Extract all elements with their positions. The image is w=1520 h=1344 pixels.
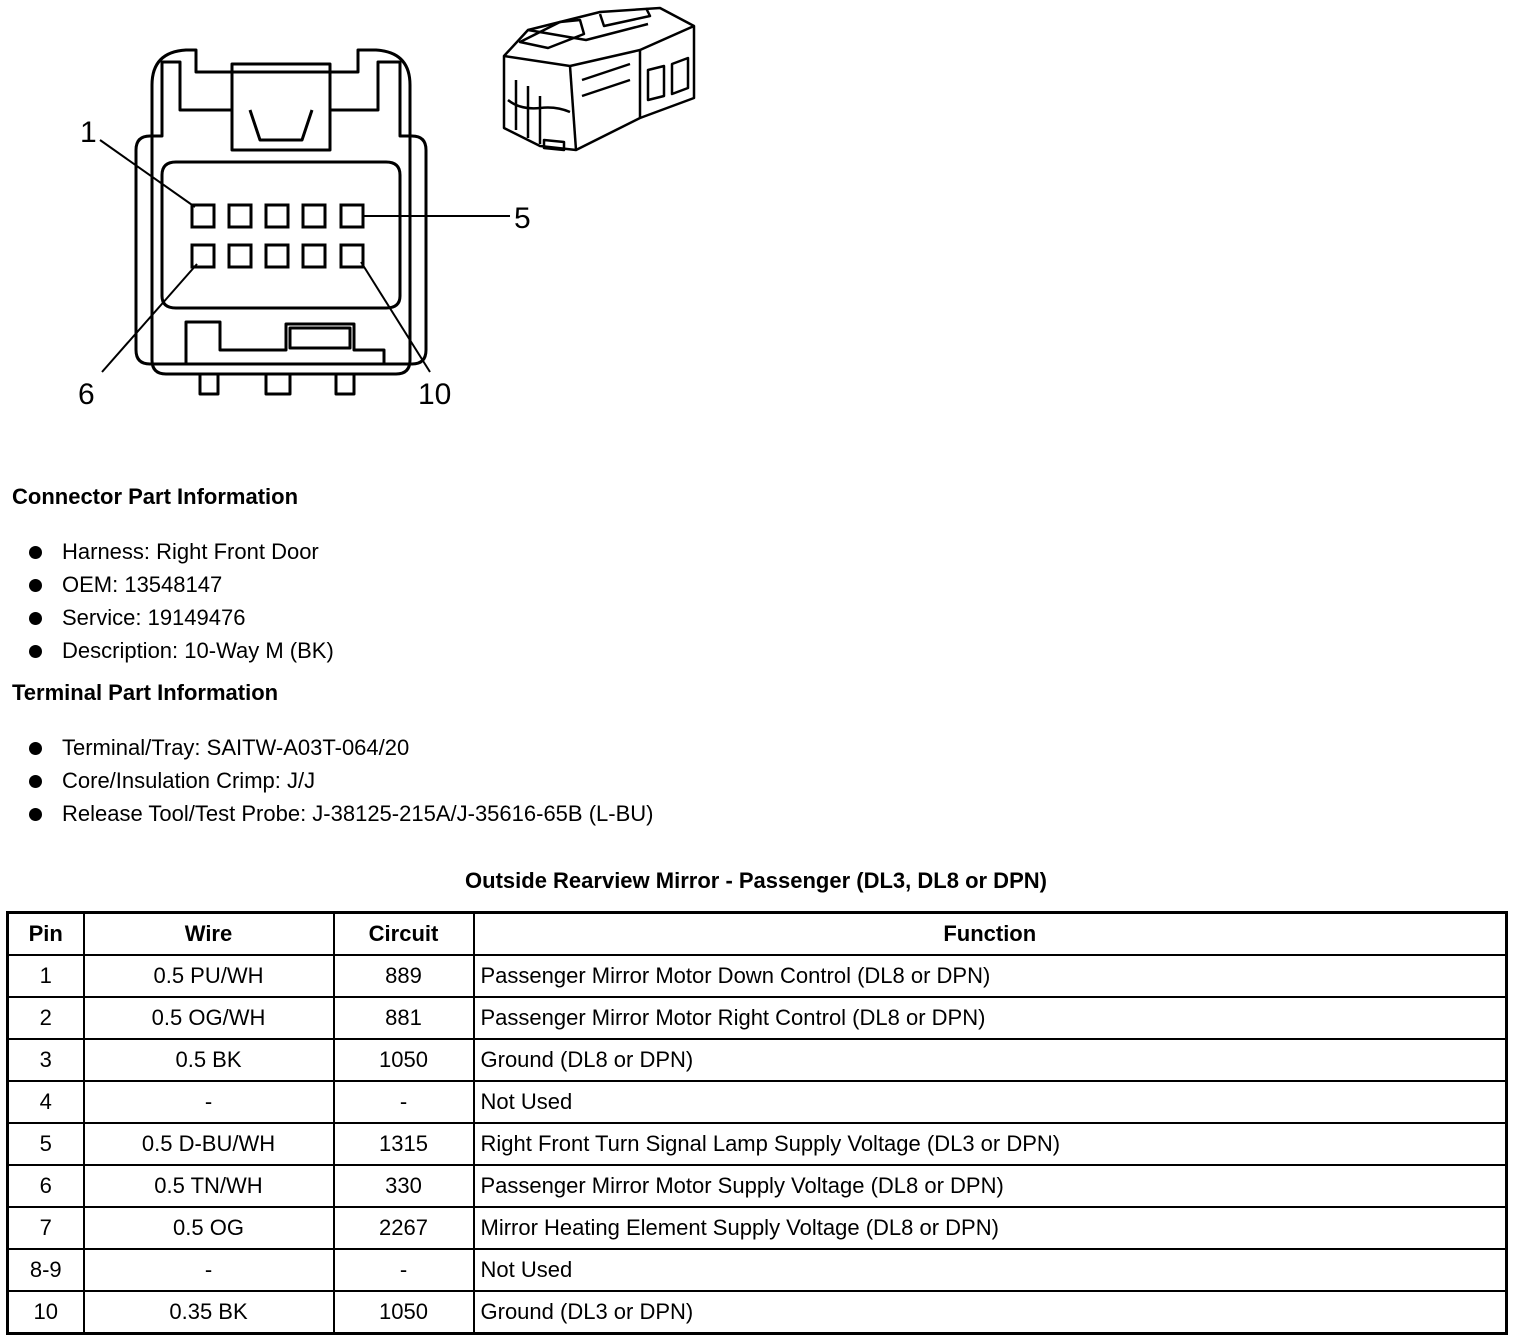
cell-circuit: 330 <box>334 1165 474 1207</box>
cell-pin: 7 <box>8 1207 84 1249</box>
table-header-row <box>8 913 1507 956</box>
header-wire: Wire <box>84 913 334 956</box>
cell-function: Ground (DL3 or DPN) <box>474 1291 1507 1334</box>
connector-bottom-key <box>186 322 384 364</box>
table-row <box>8 1123 1507 1165</box>
pin-label-5: 5 <box>514 202 531 235</box>
cell-circuit: 889 <box>334 955 474 997</box>
cell-function: Mirror Heating Element Supply Voltage (DL8 or DPN) <box>474 1207 1507 1249</box>
cell-pin: 3 <box>8 1039 84 1081</box>
cell-function: Passenger Mirror Motor Right Control (DL8 or DPN) <box>474 997 1507 1039</box>
cell-pin: 10 <box>8 1291 84 1334</box>
cell-pin: 5 <box>8 1123 84 1165</box>
connector-cavity-frame <box>162 162 400 308</box>
terminal-crimp: Core/Insulation Crimp: J/J <box>62 768 316 793</box>
table-row <box>8 1207 1507 1249</box>
cell-pin: 2 <box>8 997 84 1039</box>
connector-part-heading: Connector Part Information <box>12 484 299 509</box>
connector-oem: OEM: 13548147 <box>62 572 223 597</box>
list-item <box>28 601 334 634</box>
connector-service: Service: 19149476 <box>62 605 246 630</box>
terminal-release-tool: Release Tool/Test Probe: J-38125-215A/J-35616-65B (L-BU) <box>62 801 654 826</box>
header-function: Function <box>474 913 1507 956</box>
cell-wire: - <box>84 1249 334 1291</box>
table-row <box>8 955 1507 997</box>
bullet-icon <box>29 808 42 821</box>
pin-cavity-8 <box>266 245 288 267</box>
cell-function: Not Used <box>474 1081 1507 1123</box>
cell-circuit: 1315 <box>334 1123 474 1165</box>
connector-3d-illustration <box>504 8 694 150</box>
pin-cavity-4 <box>303 205 325 227</box>
cell-pin: 4 <box>8 1081 84 1123</box>
cell-circuit: 2267 <box>334 1207 474 1249</box>
cell-pin: 8-9 <box>8 1249 84 1291</box>
cell-function: Ground (DL8 or DPN) <box>474 1039 1507 1081</box>
cell-wire: 0.5 BK <box>84 1039 334 1081</box>
cell-wire: 0.5 TN/WH <box>84 1165 334 1207</box>
connector-housing-inner <box>136 62 426 364</box>
pin-label-1: 1 <box>80 116 97 149</box>
bullet-icon <box>29 546 42 559</box>
cell-circuit: 881 <box>334 997 474 1039</box>
cell-circuit: - <box>334 1249 474 1291</box>
pin-cavity-2 <box>229 205 251 227</box>
table-title: Outside Rearview Mirror - Passenger (DL3, DL8 or DPN) <box>465 868 1047 893</box>
cell-pin: 1 <box>8 955 84 997</box>
terminal-tray: Terminal/Tray: SAITW-A03T-064/20 <box>62 735 410 760</box>
bullet-icon <box>29 742 42 755</box>
cell-wire: 0.5 D-BU/WH <box>84 1123 334 1165</box>
table-row <box>8 1039 1507 1081</box>
cell-wire: 0.5 PU/WH <box>84 955 334 997</box>
cell-wire: 0.5 OG/WH <box>84 997 334 1039</box>
cell-pin: 6 <box>8 1165 84 1207</box>
bullet-icon <box>29 579 42 592</box>
table-row <box>8 1165 1507 1207</box>
connector-description: Description: 10-Way M (BK) <box>62 638 334 663</box>
table-row <box>8 1291 1507 1334</box>
list-item <box>28 568 334 601</box>
pin-cavity-1 <box>192 205 214 227</box>
table-row <box>8 1081 1507 1123</box>
connector-feet <box>200 374 354 394</box>
connector-part-list <box>28 535 334 667</box>
pin-table-body <box>8 955 1507 1334</box>
list-item <box>28 764 653 797</box>
pin-cavity-9 <box>303 245 325 267</box>
connector-latch-window <box>232 110 330 150</box>
pin-cavity-7 <box>229 245 251 267</box>
terminal-part-heading: Terminal Part Information <box>12 680 279 705</box>
pin-cavity-10 <box>341 245 363 267</box>
pin-label-6: 6 <box>78 378 95 411</box>
header-pin: Pin <box>8 913 84 956</box>
pin-cavities <box>192 205 363 267</box>
pin-cavity-5 <box>341 205 363 227</box>
list-item <box>28 634 334 667</box>
connector-harness: Harness: Right Front Door <box>62 539 319 564</box>
cell-wire: - <box>84 1081 334 1123</box>
connector-diagram <box>0 0 760 440</box>
cell-wire: 0.5 OG <box>84 1207 334 1249</box>
list-item <box>28 797 653 830</box>
header-circuit: Circuit <box>334 913 474 956</box>
pin-table <box>6 911 1508 1335</box>
pin-cavity-6 <box>192 245 214 267</box>
list-item <box>28 535 334 568</box>
cell-function: Passenger Mirror Motor Supply Voltage (DL8 or DPN) <box>474 1165 1507 1207</box>
bullet-icon <box>29 645 42 658</box>
bullet-icon <box>29 612 42 625</box>
cell-function: Passenger Mirror Motor Down Control (DL8 or DPN) <box>474 955 1507 997</box>
cell-circuit: - <box>334 1081 474 1123</box>
cell-circuit: 1050 <box>334 1039 474 1081</box>
cell-function: Right Front Turn Signal Lamp Supply Voltage (DL3 or DPN) <box>474 1123 1507 1165</box>
list-item <box>28 731 653 764</box>
cell-circuit: 1050 <box>334 1291 474 1334</box>
pin-cavity-3 <box>266 205 288 227</box>
table-row <box>8 1249 1507 1291</box>
cell-function: Not Used <box>474 1249 1507 1291</box>
cell-wire: 0.35 BK <box>84 1291 334 1334</box>
table-row <box>8 997 1507 1039</box>
bullet-icon <box>29 775 42 788</box>
terminal-part-list <box>28 731 653 830</box>
pin-label-10: 10 <box>418 378 452 411</box>
